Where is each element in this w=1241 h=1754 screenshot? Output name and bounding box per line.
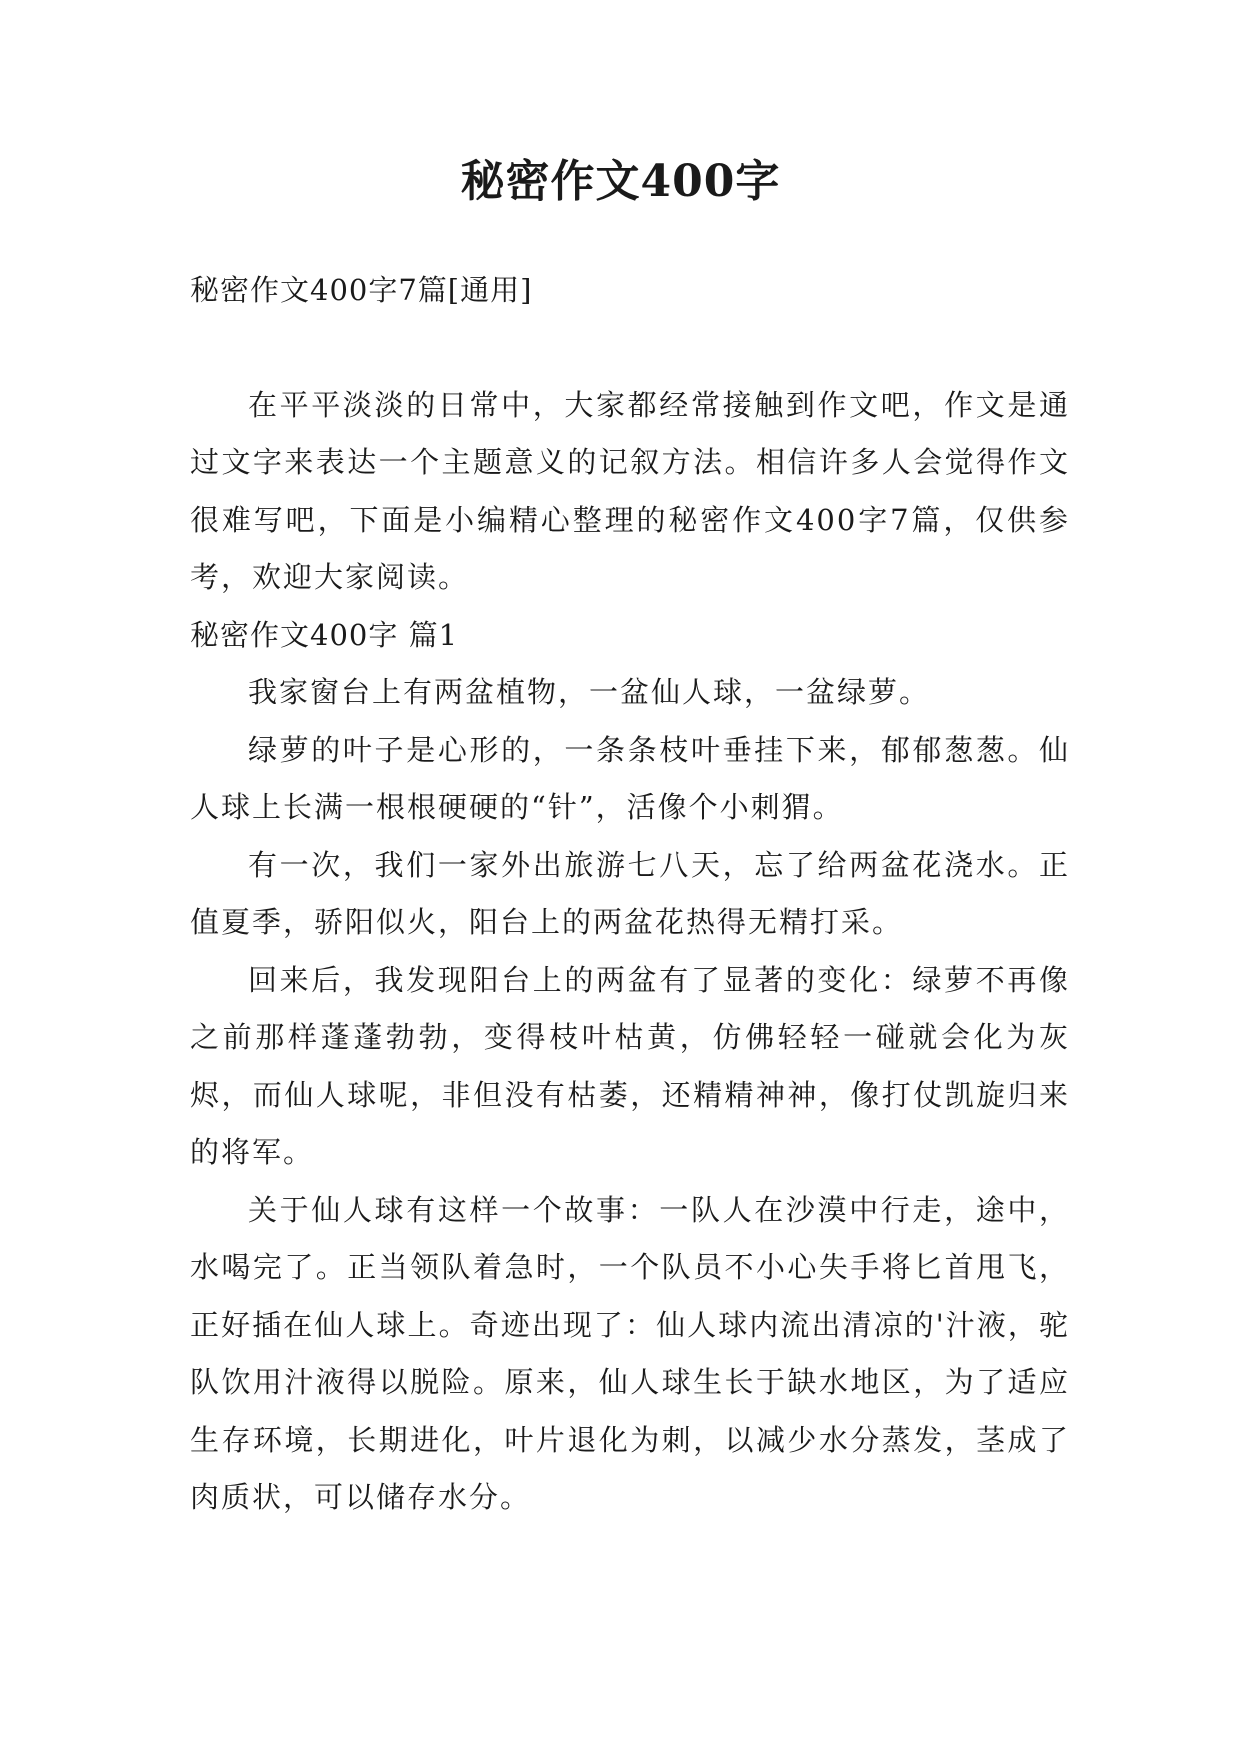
body-paragraph: 绿萝的叶子是心形的，一条条枝叶垂挂下来，郁郁葱葱。仙人球上长满一根根硬硬的“针”，活像个小刺猬。	[190, 732, 1070, 824]
section-heading: 秘密作文400字 篇1	[190, 617, 459, 652]
document-subtitle: 秘密作文400字7篇[通用]	[190, 273, 533, 307]
body-paragraph: 关于仙人球有这样一个故事：一队人在沙漠中行走，途中，水喝完了。正当领队着急时，一个队员不小心失手将匕首甩飞，正好插在仙人球上。奇迹出现了：仙人球内流出清凉的'汁液，驼队饮用汁液得以脱险。原来，仙人球生长于缺水地区，为了适应生存环境，长期进化，叶片退化为刺，以减少水分蒸发，茎成了肉质状，可以储存水分。	[190, 1192, 1070, 1514]
document-title: 秘密作文400字	[460, 156, 781, 207]
body-paragraph: 回来后，我发现阳台上的两盆有了显著的变化：绿萝不再像之前那样蓬蓬勃勃，变得枝叶枯黄，仿佛轻轻一碰就会化为灰烬，而仙人球呢，非但没有枯萎，还精精神神，像打仗凯旋归来的将军。	[190, 962, 1070, 1169]
document-body	[190, 262, 1070, 1527]
body-paragraph: 我家窗台上有两盆植物，一盆仙人球，一盆绿萝。	[248, 675, 931, 709]
body-paragraph: 有一次，我们一家外出旅游七八天，忘了给两盆花浇水。正值夏季，骄阳似火，阳台上的两盆花热得无精打采。	[190, 847, 1070, 939]
intro-paragraph: 在平平淡淡的日常中，大家都经常接触到作文吧，作文是通过文字来表达一个主题意义的记叙方法。相信许多人会觉得作文很难写吧，下面是小编精心整理的秘密作文400字7篇，仅供参考，欢迎大家阅读。	[190, 387, 1070, 594]
